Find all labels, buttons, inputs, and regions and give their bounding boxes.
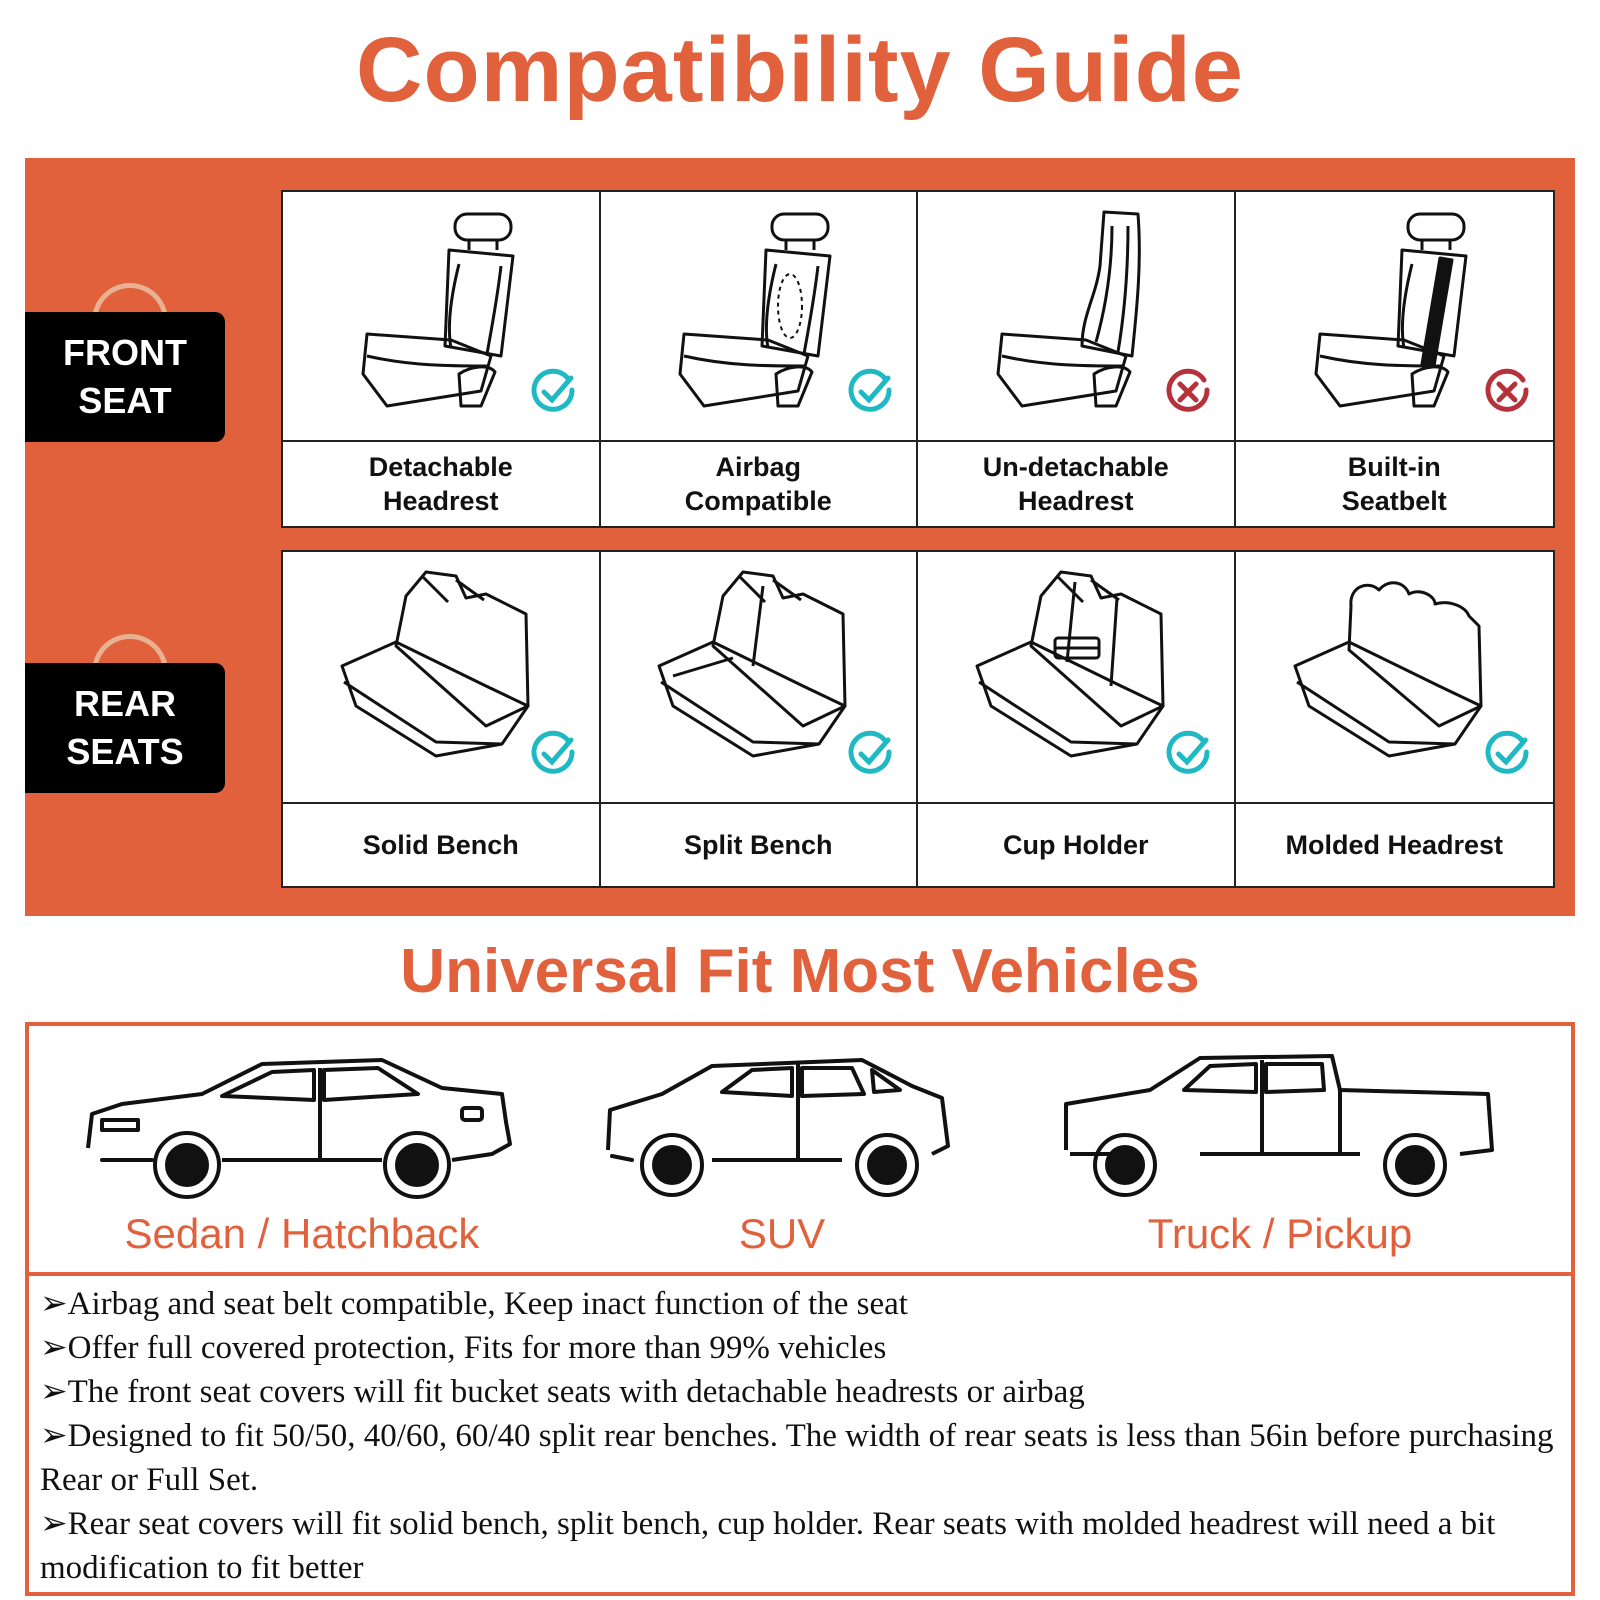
seat-illustration [918, 552, 1234, 804]
molded-headrest-bench-seat-icon [1289, 566, 1499, 766]
front-seat-tag [25, 312, 225, 442]
front-seat-card [918, 192, 1236, 526]
seat-label: Cup Holder [1003, 830, 1149, 860]
seat-label-line: Airbag [715, 452, 801, 482]
note-item: ➢Rear seat covers will fit solid bench, split bench, cup holder. Rear seats with molded headrest will need a bit modification to fit better [40, 1506, 1496, 1586]
seat-illustration [1236, 192, 1554, 442]
seatbelt-seat-icon [1304, 206, 1484, 421]
seat-label-line: Compatible [684, 486, 832, 516]
seat-label [601, 442, 917, 526]
front-seat-card [1236, 192, 1554, 526]
page-title: Compatibility Guide [356, 19, 1244, 121]
vehicles-title: Universal Fit Most Vehicles [400, 937, 1200, 1006]
seat-illustration [918, 192, 1234, 442]
vehicles-divider [25, 1272, 1575, 1276]
check-icon [1483, 730, 1531, 778]
check-icon [529, 368, 577, 416]
rear-seat-card [283, 552, 601, 886]
detachable-headrest-seat-icon [351, 206, 531, 421]
front-seat-card [601, 192, 919, 526]
rear-seat-card [1236, 552, 1554, 886]
seat-illustration [1236, 552, 1554, 804]
seat-label-line: Built-in [1347, 452, 1441, 482]
rear-seats-tag-line1: REAR [73, 683, 176, 724]
rear-seat-card [918, 552, 1236, 886]
airbag-seat-icon [668, 206, 848, 421]
vehicle-label-suv: SUV [738, 1210, 826, 1257]
suv-icon [602, 1050, 962, 1200]
cross-icon [1483, 368, 1531, 416]
check-icon [1164, 730, 1212, 778]
front-seat-card [283, 192, 601, 526]
seat-label [918, 442, 1234, 526]
rear-seats-tag [25, 663, 225, 793]
rear-seat-grid [281, 550, 1555, 888]
cross-icon [1164, 368, 1212, 416]
vehicle-label-truck: Truck / Pickup [1147, 1210, 1413, 1257]
fixed-headrest-seat-icon [986, 206, 1166, 421]
cup-holder-bench-seat-icon [971, 566, 1181, 766]
note-item: ➢Designed to fit 50/50, 40/60, 60/40 split rear benches. The width of rear seats is less than 56in before purchasing Rear or Full Set. [40, 1418, 1554, 1498]
front-seat-tag-line1: FRONT [63, 332, 187, 373]
seat-label: Molded Headrest [1285, 830, 1504, 860]
split-bench-seat-icon [653, 566, 863, 766]
seat-label: Solid Bench [362, 830, 519, 860]
seat-label-line: Headrest [382, 486, 499, 516]
seat-label [1236, 442, 1554, 526]
sedan-icon [82, 1050, 522, 1200]
solid-bench-seat-icon [336, 566, 546, 766]
vehicle-label-sedan: Sedan / Hatchback [124, 1210, 480, 1257]
front-seat-grid [281, 190, 1555, 528]
check-icon [846, 730, 894, 778]
rear-seat-card [601, 552, 919, 886]
seat-label [283, 442, 599, 526]
check-icon [846, 368, 894, 416]
rear-seats-tag-line2: SEATS [66, 731, 184, 772]
seat-label-line: Headrest [1017, 486, 1134, 516]
truck-icon [1060, 1050, 1500, 1200]
seat-label-line: Detachable [368, 452, 513, 482]
seat-label-line: Un-detachable [982, 452, 1169, 482]
seat-illustration [283, 552, 599, 804]
note-item: ➢Airbag and seat belt compatible, Keep inact function of the seat [40, 1286, 908, 1322]
front-seat-tag-line2: SEAT [78, 380, 172, 421]
seat-illustration [601, 192, 917, 442]
seat-illustration [601, 552, 917, 804]
seat-label: Split Bench [683, 830, 833, 860]
note-item: ➢The front seat covers will fit bucket seats with detachable headrests or airbag [40, 1374, 1085, 1410]
seat-label-line: Seatbelt [1341, 486, 1447, 516]
note-item: ➢Offer full covered protection, Fits for more than 99% vehicles [40, 1330, 887, 1366]
check-icon [529, 730, 577, 778]
seat-illustration [283, 192, 599, 442]
feature-notes [40, 1282, 1560, 1590]
